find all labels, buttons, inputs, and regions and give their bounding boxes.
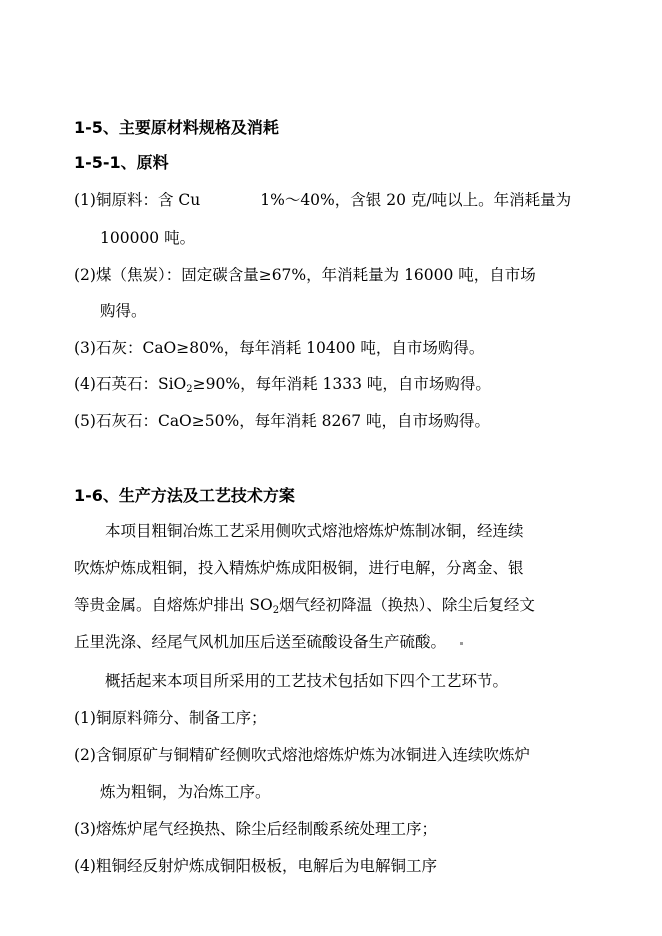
section-1-5-heading: 1-5、主要原材料规格及消耗 [74,118,279,137]
item-quartz [74,374,491,394]
item-copper-material [74,190,571,210]
process-line4-text: 丘里洗涤、经尾气风机加压后送至硫酸设备生产硫酸。 [74,633,447,651]
step-2-line2: 炼为粗铜，为冶炼工序。 [100,783,271,801]
item-quartz-rest: ≥90%，每年消耗 1333 吨，自市场购得。 [192,375,491,393]
process-paragraph-line2: 吹炼炉炼成粗铜，投入精炼炉炼成阳极铜，进行电解，分离金、银 [74,559,524,577]
item-quartz-prefix: (4)石英石：SiO [74,375,187,393]
item-copper-rest: 1%～40%，含银 20 克/吨以上。年消耗量为 [260,191,572,209]
step-2-line1: (2)含铜原矿与铜精矿经侧吹式熔池熔炼炉炼为冰铜进入连续吹炼炉 [74,746,530,764]
step-4: (4)粗铜经反射炉炼成铜阳极板，电解后为电解铜工序 [74,857,437,875]
summary-paragraph: 概括起来本项目所采用的工艺技术包括如下四个工艺环节。 [105,672,509,690]
process-line3-subscript: 2 [272,605,280,616]
item-coal-line1: (2)煤（焦炭）：固定碳含量≥67%，年消耗量为 16000 吨，自市场 [74,266,536,284]
step-1: (1)铜原料筛分、制备工序； [74,709,267,727]
item-copper-prefix: (1)铜原料：含 Cu [74,191,201,209]
process-paragraph-line4 [74,632,463,652]
item-lime: (3)石灰：CaO≥80%，每年消耗 10400 吨，自市场购得。 [74,339,485,357]
item-coal-line2: 购得。 [100,302,147,320]
process-line3-rest: 烟气经初降温（换热）、除尘后复经文 [279,596,535,614]
section-1-5-1-heading: 1-5-1、原料 [74,153,169,172]
step-3: (3)熔炼炉尾气经换热、除尘后经制酸系统处理工序； [74,820,437,838]
process-paragraph-line1: 本项目粗铜冶炼工艺采用侧吹式熔池熔炼炉炼制冰铜，经连续 [105,522,524,540]
section-1-6-heading: 1-6、生产方法及工艺技术方案 [74,486,295,505]
item-copper-continuation: 100000 吨。 [100,229,196,247]
item-limestone: (5)石灰石：CaO≥50%，每年消耗 8267 吨，自市场购得。 [74,412,491,430]
item-quartz-subscript: 2 [186,384,193,395]
process-paragraph-line3 [74,595,535,615]
stray-dot-mark [460,642,463,645]
process-line3-prefix: 等贵金属。自熔炼炉排出 SO [74,596,273,614]
